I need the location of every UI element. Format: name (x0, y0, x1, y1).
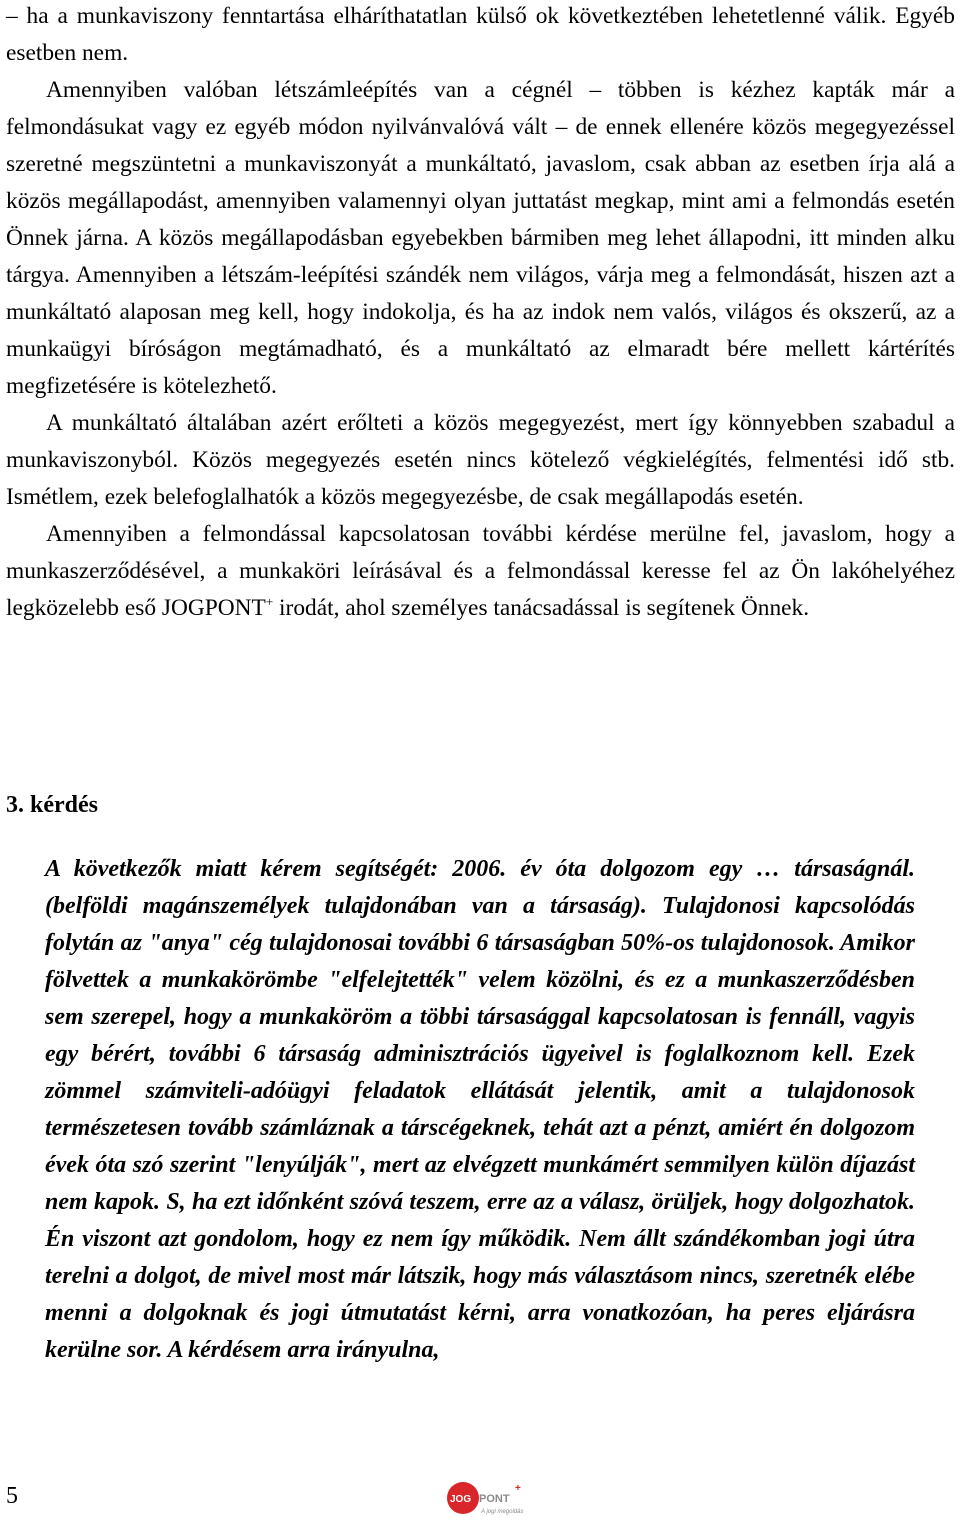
paragraph-jogpont-advice (6, 516, 955, 627)
logo-tagline: A jogi megoldás (481, 1509, 524, 1515)
jogpont-logo (445, 1480, 527, 1520)
advice-text-end: irodát, ahol személyes tanácsadással is segítenek Önnek. (273, 595, 810, 621)
logo-plus-text: + (515, 1483, 521, 1494)
page-number: 5 (6, 1483, 18, 1509)
advice-text: Amennyiben a felmondással kapcsolatosan további kérdése merülne fel, javaslom, hogy a munkaszerződésével, a munkaköri leírásával és a felmondással keresse fel az Ön lakóhelyéhez legközelebb eső JOGPONT (6, 521, 955, 621)
paragraph-continuation: – ha a munkaviszony fenntartása elháríthatatlan külső ok következtében lehetetlenné válik. Egyéb esetben nem. (6, 3, 955, 66)
logo-jog-text: JOG (450, 1494, 472, 1505)
paragraph-mutual-agreement: A munkáltató általában azért erőlteti a közös megegyezést, mert így könnyebben szabadul a munkaviszonyból. Közös megegyezés esetén nincs kötelező végkielégítés, felmentési idő stb. Ismétlem, ezek belefoglalhatók a közös megegyezésbe, de csak megállapodás esetén. (6, 410, 955, 510)
body-text (6, 0, 955, 627)
jogpont-superscript: + (265, 594, 274, 609)
question-heading: 3. kérdés (6, 792, 98, 818)
question-text: A következők miatt kérem segítségét: 2006. év óta dolgozom egy … társaságnál. (belföldi magánszemélyek tulajdonában van a társaság). Tulajdonosi kapcsolódás folytán az "anya" cég tulajdonosai további 6 társaságban 50%-os tulajdonosok. Amikor fölvettek a munkakörömbe "elfelejtették" velem közölni, és ez a munkaszerződésben sem szerepel, hogy a munkaköröm a többi társasággal kapcsolatosan is fennáll, vagyis egy bérért, további 6 társaság adminisztrációs ügyeivel is foglalkoznom kell. Ezek zömmel számviteli-adóügyi feladatok ellátását jelentik, amit a tulajdonosok természetesen tovább számláznak a társcégeknek, tehát azt a pénzt, amiért én dolgozom évek óta szó szerint "lenyúlják", mert az elvégzett munkámért semmilyen külön díjazást nem kapok. S, ha ezt időnként szóvá teszem, erre az a válasz, örüljek, hogy dolgozhatok. Én viszont azt gondolom, hogy ez nem így működik. Nem állt szándékomban jogi útra terelni a dolgot, de mivel most már látszik, hogy más választásom nincs, szeretnék elébe menni a dolgoknak és jogi útmutatást kérni, arra vonatkozóan, ha peres eljárásra kerülne sor. A kérdésem arra irányulna, (45, 856, 915, 1363)
logo-pont-text: PONT (479, 1493, 510, 1505)
paragraph-layoff: Amennyiben valóban létszámleépítés van a cégnél – többen is kézhez kapták már a felmondásukat vagy ez egyéb módon nyilvánvalóvá vált – de ennek ellenére közös megegyezéssel szeretné megszüntetni a munkaviszonyát a munkáltató, javaslom, csak abban az esetben írja alá a közös megállapodást, amennyiben valamennyi olyan juttatást megkap, mint ami a felmondás esetén Önnek járna. A közös megállapodásban egyebekben bármiben meg lehet állapodni, itt minden alku tárgya. Amennyiben a létszám-leépítési szándék nem világos, várja meg a felmondását, hiszen azt a munkáltató alaposan meg kell, hogy indokolja, és ha az indok nem valós, világos és okszerű, az a munkaügyi bíróságon megtámadható, és a munkáltató az elmaradt bére mellett kártérítés megfizetésére is kötelezhető. (6, 77, 955, 399)
